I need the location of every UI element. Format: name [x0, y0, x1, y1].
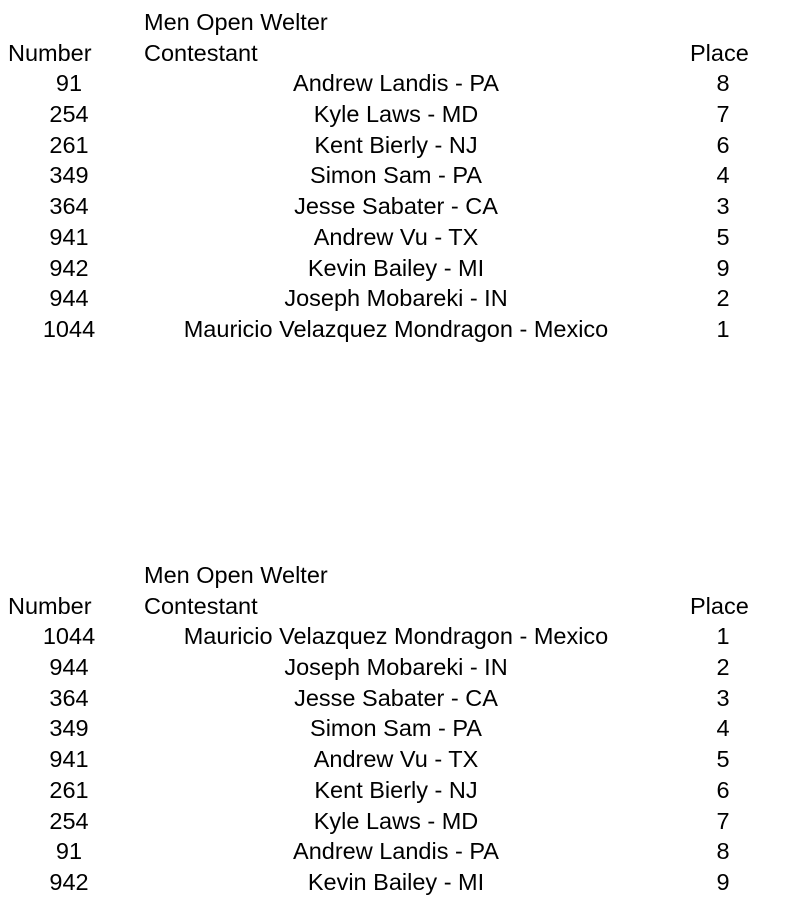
cell-place: 6 — [716, 776, 730, 803]
table-title-row — [0, 560, 796, 591]
cell-number: 254 — [49, 101, 89, 128]
cell-place: 7 — [716, 101, 730, 128]
cell-contestant: Mauricio Velazquez Mondragon - Mexico — [183, 315, 609, 342]
cell-number: 91 — [55, 70, 83, 97]
cell-contestant: Mauricio Velazquez Mondragon - Mexico — [183, 623, 609, 650]
cell-place: 8 — [716, 70, 730, 97]
cell-number: 364 — [49, 193, 89, 220]
table-row — [0, 775, 796, 806]
header-place: Place — [690, 592, 749, 619]
cell-contestant: Simon Sam - PA — [310, 715, 482, 742]
table-row — [0, 283, 796, 314]
table-header-row — [0, 591, 796, 622]
cell-place: 4 — [716, 162, 730, 189]
cell-number: 261 — [49, 776, 89, 803]
cell-place: 8 — [716, 838, 730, 865]
cell-number: 942 — [49, 254, 89, 281]
cell-number: 254 — [49, 807, 89, 834]
table-title-row — [0, 7, 796, 38]
cell-place: 2 — [716, 654, 730, 681]
cell-place: 1 — [716, 315, 730, 342]
cell-number: 261 — [49, 131, 89, 158]
cell-contestant: Kent Bierly - NJ — [314, 131, 478, 158]
header-number: Number — [8, 39, 92, 66]
cell-number: 944 — [49, 654, 89, 681]
header-place: Place — [690, 39, 749, 66]
header-number: Number — [8, 592, 92, 619]
cell-number: 941 — [49, 746, 89, 773]
cell-contestant: Kyle Laws - MD — [313, 101, 479, 128]
table-row — [0, 191, 796, 222]
cell-number: 941 — [49, 223, 89, 250]
cell-place: 9 — [716, 868, 730, 895]
table-row — [0, 99, 796, 130]
cell-contestant: Andrew Landis - PA — [293, 70, 499, 97]
table-row — [0, 867, 796, 898]
header-contestant: Contestant — [144, 592, 258, 619]
cell-number: 349 — [49, 162, 89, 189]
table-row — [0, 836, 796, 867]
table-row — [0, 621, 796, 652]
division-title: Men Open Welter — [144, 9, 328, 35]
cell-place: 2 — [716, 285, 730, 312]
cell-place: 4 — [716, 715, 730, 742]
cell-contestant: Kent Bierly - NJ — [314, 776, 478, 803]
table-row — [0, 652, 796, 683]
cell-place: 1 — [716, 623, 730, 650]
cell-place: 6 — [716, 131, 730, 158]
cell-contestant: Andrew Landis - PA — [293, 838, 499, 865]
cell-number: 1044 — [42, 315, 96, 342]
table-row — [0, 713, 796, 744]
table-row — [0, 744, 796, 775]
results-table-by-place — [0, 560, 796, 898]
cell-place: 7 — [716, 807, 730, 834]
cell-number: 91 — [55, 838, 83, 865]
results-table-by-number — [0, 7, 796, 345]
cell-contestant: Jesse Sabater - CA — [294, 193, 498, 220]
cell-contestant: Joseph Mobareki - IN — [284, 654, 508, 681]
table-row — [0, 314, 796, 345]
division-title: Men Open Welter — [144, 562, 328, 588]
table-row — [0, 806, 796, 837]
table-row — [0, 253, 796, 284]
table-row — [0, 222, 796, 253]
table-row — [0, 683, 796, 714]
table-row — [0, 160, 796, 191]
cell-place: 3 — [716, 684, 730, 711]
cell-number: 1044 — [42, 623, 96, 650]
table-row — [0, 130, 796, 161]
table-row — [0, 68, 796, 99]
cell-contestant: Jesse Sabater - CA — [294, 684, 498, 711]
cell-place: 9 — [716, 254, 730, 281]
table-header-row — [0, 38, 796, 69]
cell-contestant: Kevin Bailey - MI — [307, 868, 485, 895]
cell-place: 5 — [716, 223, 730, 250]
cell-contestant: Kyle Laws - MD — [313, 807, 479, 834]
cell-number: 944 — [49, 285, 89, 312]
cell-contestant: Andrew Vu - TX — [313, 746, 479, 773]
cell-contestant: Joseph Mobareki - IN — [284, 285, 508, 312]
cell-contestant: Simon Sam - PA — [310, 162, 482, 189]
cell-number: 942 — [49, 868, 89, 895]
cell-number: 349 — [49, 715, 89, 742]
cell-place: 3 — [716, 193, 730, 220]
cell-place: 5 — [716, 746, 730, 773]
header-contestant: Contestant — [144, 39, 258, 66]
cell-contestant: Andrew Vu - TX — [313, 223, 479, 250]
cell-number: 364 — [49, 684, 89, 711]
cell-contestant: Kevin Bailey - MI — [307, 254, 485, 281]
